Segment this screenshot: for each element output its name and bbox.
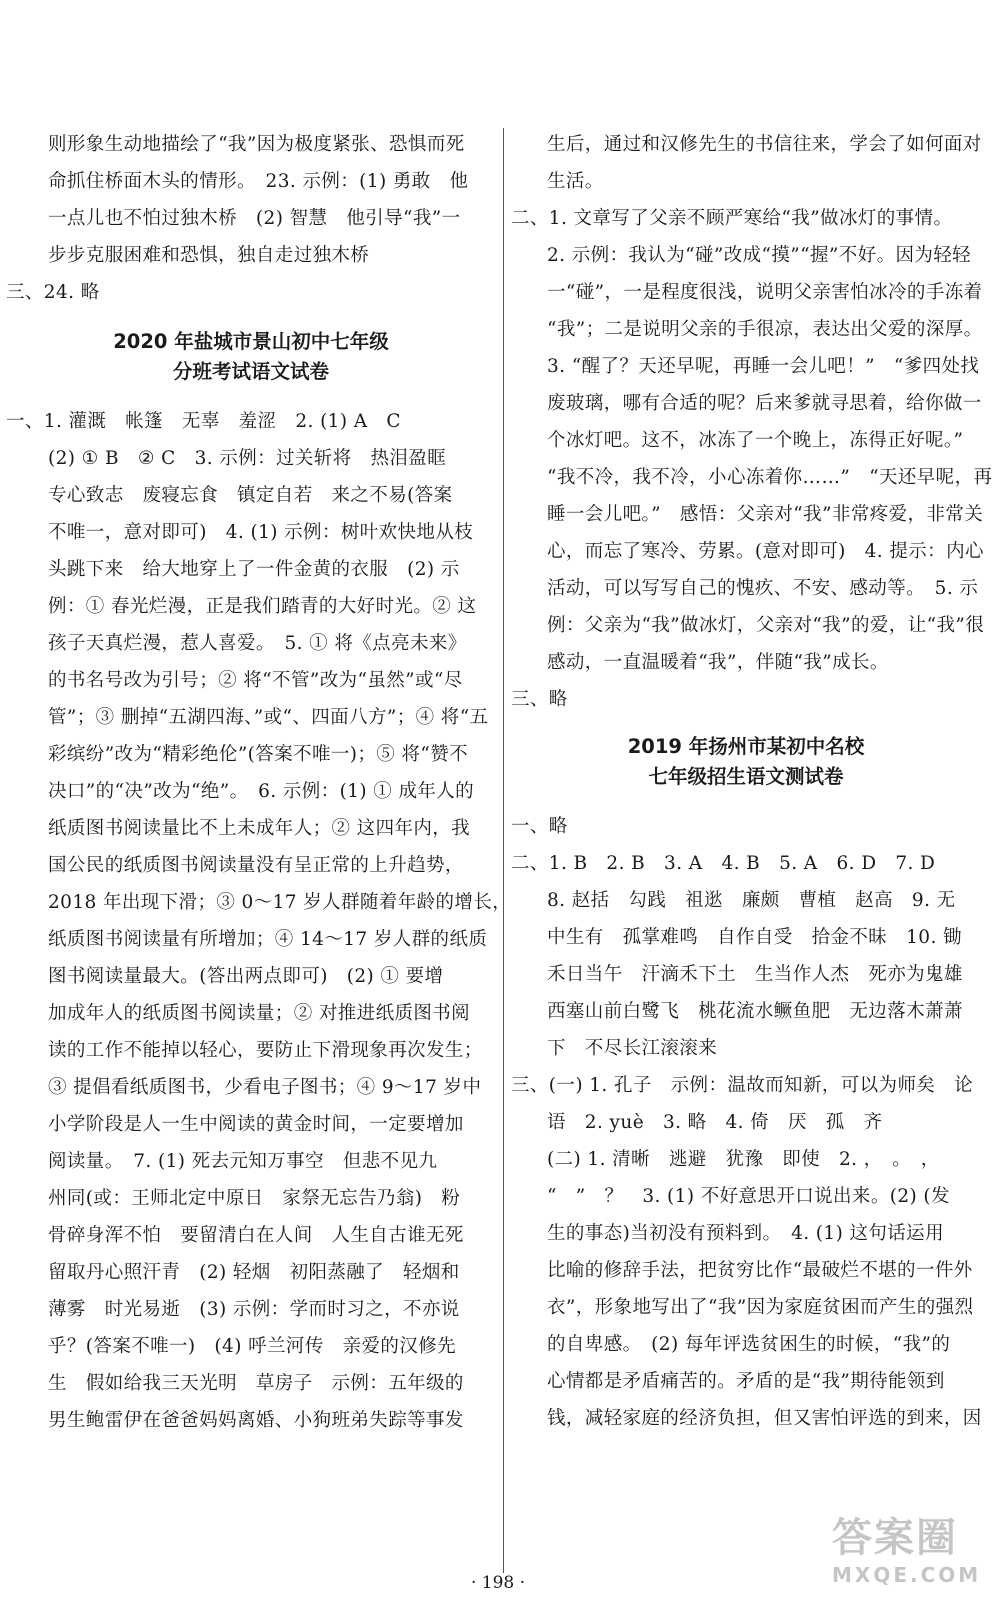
text-line: 薄雾 时光易逝 (3) 示例：学而时习之，不亦说 [48,1299,460,1320]
left-lines-top [6,126,496,311]
text-line: 睡一会儿吧。” 感悟：父亲对“我”非常疼爱，非常关 [547,504,984,525]
text-line: 感动，一直温暖着“我”，伴随“我”成长。 [547,652,889,673]
text-line: 骨碎身浑不怕 要留清白在人间 人生自古谁无死 [48,1225,464,1246]
text-line: 衣”，形象地写出了“我”因为家庭贫困而产生的强烈 [547,1297,974,1318]
text-line: 二、1. B 2. B 3. A 4. B 5. A 6. D 7. D [511,853,936,874]
text-line: 三、24. 略 [6,282,100,303]
text-line: 活动，可以写写自己的愧疚、不安、感动等。 5. 示 [547,578,979,599]
left-column [6,126,512,1439]
section-title: 2020 年盐城市景山初中七年级 [113,330,389,353]
text-line: 2. 示例：我认为“碰”改成“摸”“握”不好。因为轻轻 [547,245,972,266]
text-line: 一“碰”，一是程度很浅，说明父亲害怕冰冷的手冻着 [547,282,983,303]
text-line: 语 2. yuè 3. 略 4. 倚 厌 孤 齐 [547,1112,883,1133]
text-line: 个冰灯吧。这不，冰冻了一个晚上，冻得正好呢。” [547,430,964,451]
text-line: 乎？(答案不唯一) (4) 呼兰河传 亲爱的汉修先 [48,1336,457,1357]
text-line: 小学阶段是人一生中阅读的黄金时间，一定要增加 [48,1114,464,1135]
text-line: 的书名号改为引号；② 将“不管”改为“虽然”或“尽 [48,670,463,691]
text-line: 命抓住桥面木头的情形。 23. 示例：(1) 勇敢 他 [48,171,469,192]
text-line: 决口”的“决”改为“绝”。 6. 示例：(1) ① 成年人的 [48,781,475,802]
text-line: 留取丹心照汗青 (2) 轻烟 初阳蒸融了 轻烟和 [48,1262,460,1283]
text-line: 生后，通过和汉修先生的书信往来，学会了如何面对 [547,134,982,155]
text-line: (2) ① B ② C 3. 示例：过关斩将 热泪盈眶 [48,448,447,469]
text-line: 头跳下来 给大地穿上了一件金黄的衣服 (2) 示 [48,559,460,580]
text-line: 州同(或：王师北定中原日 家祭无忘告乃翁) 粉 [48,1188,461,1209]
text-line: 例：① 春光烂漫，正是我们踏青的大好时光。② 这 [48,596,477,617]
text-line: 读的工作不能掉以轻心，要防止下滑现象再次发生； [48,1040,483,1061]
text-line: 2018 年出现下滑；③ 0～17 岁人群随着年龄的增长， [48,892,512,913]
text-line: 一点儿也不怕过独木桥 (2) 智慧 他引导“我”一 [48,208,461,229]
text-line: 管”；③ 删掉“五湖四海、”或“、四面八方”；④ 将“五 [48,707,489,728]
right-lines-bottom [511,808,981,1437]
left-lines-bottom [6,403,512,1439]
text-line: 生活。 [547,171,604,192]
section-subtitle: 分班考试语文试卷 [172,360,329,383]
text-line: 步步克服困难和恐惧，独自走过独木桥 [48,245,370,266]
text-line: 阅读量。 7. (1) 死去元知万事空 但悲不见九 [48,1151,438,1172]
page-number: · 198 · [470,1573,526,1593]
watermark-logo [832,1506,982,1594]
text-line: 图书阅读量最大。(答出两点即可) (2) ① 要增 [48,966,444,987]
text-line: 纸质图书阅读量比不上未成年人；② 这四年内，我 [48,818,471,839]
text-line: 生的事态)当初没有预料到。 4. (1) 这句话运用 [547,1223,944,1244]
text-line: 一、略 [511,816,568,837]
text-line: 一、1. 灌溉 帐篷 无辜 羞涩 2. (1) A C [6,411,401,432]
text-line: 纸质图书阅读量有所增加；④ 14～17 岁人群的纸质 [48,929,488,950]
text-line: 8. 赵括 勾践 祖逖 廉颇 曹植 赵高 9. 无 [547,890,956,911]
text-line: 3. “醒了？天还早呢，再睡一会儿吧！” “爹四处找 [547,356,980,377]
section-title: 2019 年扬州市某初中名校 [627,735,865,758]
text-line: 彩缤纷”改为“精彩绝伦”(答案不唯一)；⑤ 将“赞不 [48,744,469,765]
text-line: 中生有 孤掌难鸣 自作自受 拾金不昧 10. 锄 [547,927,962,948]
right-lines-top [511,126,993,718]
text-line: 心情都是矛盾痛苦的。矛盾的是“我”期待能领到 [547,1371,945,1392]
text-line: 下 不尽长江滚滚来 [547,1038,718,1059]
text-line: 生 假如给我三天光明 草房子 示例：五年级的 [48,1373,464,1394]
right-column [511,126,993,1437]
text-line: 二、1. 文章写了父亲不顾严寒给“我”做冰灯的事情。 [511,208,953,229]
text-line: 西塞山前白鹭飞 桃花流水鳜鱼肥 无边落木萧萧 [547,1001,963,1022]
text-line: 则形象生动地描绘了“我”因为极度紧张、恐惧而死 [48,134,465,155]
watermark-main-text: 答案圈 [832,1515,958,1561]
text-line: “我”；二是说明父亲的手很凉，表达出父爱的深厚。 [547,319,983,340]
text-line: “我不冷，我不冷，小心冻着你……” “天还早呢，再 [547,467,993,488]
text-line: 废玻璃，哪有合适的呢？后来爹就寻思着，给你做一 [547,393,982,414]
section-subtitle: 七年级招生语文测试卷 [648,765,844,788]
text-line: 钱，减轻家庭的经济负担，但又害怕评选的到来，因 [547,1408,982,1429]
text-line: 的自卑感。 (2) 每年评选贫困生的时候，“我”的 [547,1334,951,1355]
text-line: 专心致志 废寝忘食 镇定自若 来之不易(答案 [48,485,453,506]
text-line: (二) 1. 清晰 逃避 犹豫 即使 2. ， 。 ， [547,1149,940,1170]
text-line: ③ 提倡看纸质图书，少看电子图书；④ 9～17 岁中 [48,1077,482,1098]
text-line: 国公民的纸质图书阅读量没有呈正常的上升趋势， [48,855,464,876]
text-line: 心，而忘了寒冷、劳累。(意对即可) 4. 提示：内心 [547,541,984,562]
text-line: 三、(一) 1. 孔子 示例：温故而知新，可以为师矣 论 [511,1075,974,1096]
text-line: “ ” ？ 3. (1) 不好意思开口说出来。(2) (发 [547,1186,950,1207]
text-line: 比喻的修辞手法，把贫穷比作“最破烂不堪的一件外 [547,1260,973,1281]
column-divider [503,128,504,1573]
text-line: 例：父亲为“我”做冰灯，父亲对“我”的爱，让“我”很 [547,615,985,636]
text-line: 三、略 [511,689,568,710]
text-line: 男生鲍雷伊在爸爸妈妈离婚、小狗班弟失踪等事发 [48,1410,464,1431]
text-line: 孩子天真烂漫，惹人喜爱。 5. ① 将《点亮未来》 [48,633,467,654]
text-line: 不唯一，意对即可) 4. (1) 示例：树叶欢快地从枝 [48,522,474,543]
text-line: 禾日当午 汗滴禾下土 生当作人杰 死亦为鬼雄 [547,964,963,985]
text-line: 加成年人的纸质图书阅读量；② 对推进纸质图书阅 [48,1003,471,1024]
watermark-sub-text: MXQE.COM [832,1563,982,1587]
